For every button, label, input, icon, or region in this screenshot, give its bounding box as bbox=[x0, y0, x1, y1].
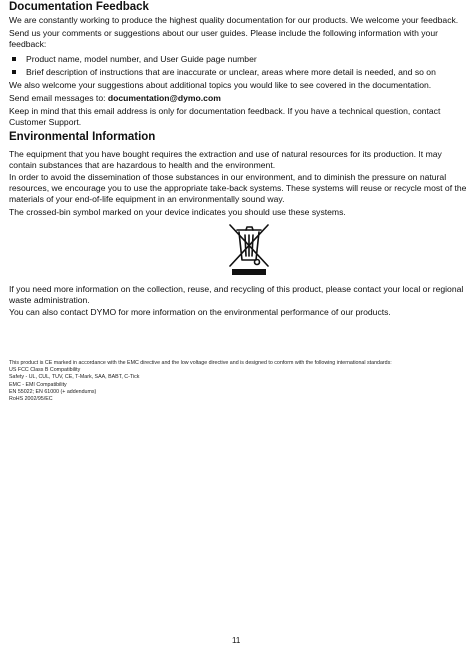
compliance-line: Safety - UL, CUL, TUV, CE, T-Mark, SAA, BABT, C-Tick bbox=[9, 374, 140, 381]
feedback-intro-paragraph: We are constantly working to produce the highest quality documentation for our products. We welcome your feedback. bbox=[9, 15, 459, 25]
feedback-email-line: Send email messages to: documentation@dymo.com bbox=[9, 93, 221, 103]
feedback-instructions-paragraph: Send us your comments or suggestions about our user guides. Please include the following information with your feedback: bbox=[9, 28, 438, 50]
environment-paragraph-5: You can also contact DYMO for more information on the environmental performance of our products. bbox=[9, 307, 391, 317]
feedback-topics-paragraph: We also welcome your suggestions about additional topics you would like to see covered in the documentation. bbox=[9, 80, 432, 90]
bullet-square-icon bbox=[12, 57, 16, 61]
environmental-information-heading: Environmental Information bbox=[9, 131, 156, 143]
compliance-line: EMC - EMI Compatibility bbox=[9, 381, 67, 388]
bullet-square-icon bbox=[12, 70, 16, 74]
feedback-info-list bbox=[9, 54, 471, 80]
compliance-line: RoHS 2002/95/EC bbox=[9, 396, 53, 403]
compliance-line: EN 55022; EN 61000 (+ addendums) bbox=[9, 388, 97, 395]
crossed-out-wheelie-bin-icon bbox=[220, 219, 278, 277]
compliance-line: US FCC Class B Compatibility bbox=[9, 367, 81, 374]
list-item: Product name, model number, and User Guide page number bbox=[9, 54, 471, 67]
environment-paragraph-1: The equipment that you have bought requires the extraction and use of natural resources for its production. It may contain substances that are hazardous to health and the environment. bbox=[9, 149, 442, 171]
feedback-email-address[interactable]: documentation@dymo.com bbox=[107, 93, 221, 103]
environment-paragraph-3: The crossed-bin symbol marked on your device indicates you should use these systems. bbox=[9, 207, 346, 217]
environment-paragraph-2: In order to avoid the dissemination of those substances in our environment, and to diminish the pressure on natural resources, we encourage you to use the appropriate take-back systems. These systems will reuse or recycle most of the materials of your end-of-life equipment in an environmentally sound way. bbox=[9, 172, 467, 205]
feedback-note-paragraph: Keep in mind that this email address is only for documentation feedback. If you have a technical question, contact Customer Support. bbox=[9, 106, 441, 128]
compliance-block bbox=[9, 360, 471, 403]
page-number: 11 bbox=[232, 636, 241, 645]
list-item: Brief description of instructions that are inaccurate or unclear, areas where more detail is needed, and so on bbox=[9, 67, 471, 80]
documentation-feedback-heading: Documentation Feedback bbox=[9, 1, 149, 13]
environment-paragraph-4: If you need more information on the collection, reuse, and recycling of this product, please contact your local or regional waste administration. bbox=[9, 284, 464, 306]
compliance-line: This product is CE marked in accordance with the EMC directive and the low voltage directive and is designed to conform with the following international standards: bbox=[9, 360, 392, 366]
